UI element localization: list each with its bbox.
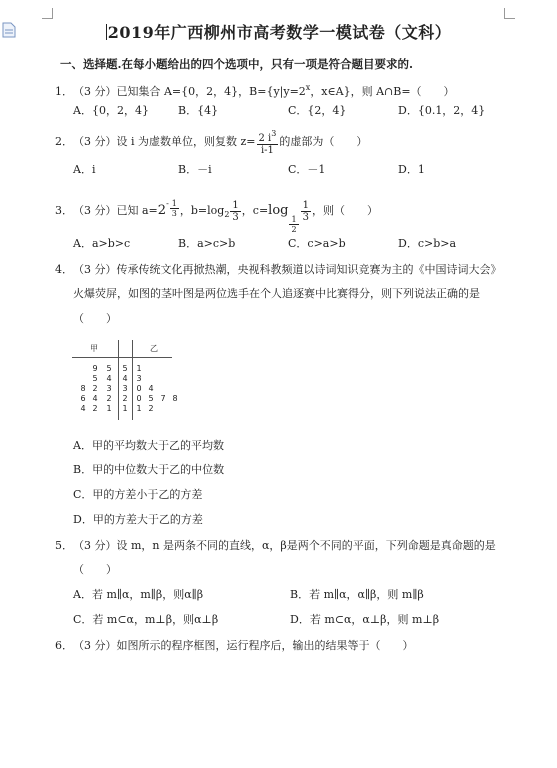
stem-leaf-right-stem: 0 [136, 384, 142, 393]
stem-leaf-stem: 3 [122, 384, 128, 393]
q4-option-b[interactable]: B．甲的中位数大于乙的中位数 [73, 463, 225, 476]
stem-leaf-row [72, 364, 182, 373]
stem-leaf-plot [72, 340, 182, 420]
q4-option-c[interactable]: C．甲的方差小于乙的方差 [73, 488, 203, 501]
question-4-line-2: 火爆荧屏，如图的茎叶图是两位选手在个人追逐赛中比赛得分，则下列说法正确的是 [73, 287, 480, 300]
question-5-line-2: （ ） [73, 563, 117, 576]
stem-leaf-stem: 5 [122, 364, 128, 373]
stem-leaf-stem: 2 [122, 394, 128, 403]
stem-leaf-left-leaf: 8 [80, 384, 86, 393]
question-1: 1．（3 分）已知集合 A={0，2，4}，$B=\{y|y=2^x$，x∈A}，则 A∩B=（ ） [55, 83, 455, 98]
q3-option-d[interactable]: D．c>b>a [398, 237, 457, 250]
stem-leaf-left-leaf: 4 [80, 404, 86, 413]
question-5: 5．（3 分）设 m，n 是两条不同的直线，α，β是两个不同的平面，下列命题是真命题的是 [55, 539, 496, 552]
stem-leaf-row [72, 394, 182, 403]
stem-leaf-right-header: 乙 [150, 344, 158, 353]
q3-option-a[interactable]: A．a>b>c [73, 237, 131, 250]
text-cursor [106, 24, 107, 40]
q2-option-a[interactable]: A．i [73, 163, 96, 176]
section-heading: 一、选择题.在每小题给出的四个选项中，只有一项是符合题目要求的. [60, 57, 414, 71]
stem-leaf-left-leaf: 6 [80, 394, 86, 403]
question-6: 6．（3 分）如图所示的程序框图，运行程序后，输出的结果等于（ ） [55, 639, 414, 652]
stem-leaf-left-leaf: 2 [92, 384, 98, 393]
stem-leaf-right-stem: 1 [136, 404, 142, 413]
stem-leaf-left-leaf: 4 [106, 374, 112, 383]
question-4: 4．（3 分）传承传统文化再掀热潮，央视科教频道以诗词知识竞赛为主的《中国诗词大会》 [55, 263, 502, 276]
q3-c-log-base: $\frac{1}{2}$ [291, 215, 297, 234]
stem-leaf-left-leaf: 9 [92, 364, 98, 373]
q2-option-d[interactable]: D．1 [398, 163, 425, 176]
q1-option-a[interactable]: A．{0，2，4} [73, 104, 149, 117]
stem-leaf-stem: 1 [122, 404, 128, 413]
q5-option-a[interactable]: A．若 m∥α，m∥β，则α∥β [73, 588, 204, 601]
stem-leaf-right-leaf: 2 [148, 404, 154, 413]
stem-leaf-row [72, 404, 182, 413]
stem-leaf-left-leaf: 4 [92, 394, 98, 403]
q5-option-c[interactable]: C．若 m⊂α，m⊥β，则α⊥β [73, 613, 219, 626]
q5-option-b[interactable]: B．若 m∥α，α∥β，则 m∥β [290, 588, 424, 601]
stem-leaf-row [72, 374, 182, 383]
q4-option-d[interactable]: D．甲的方差大于乙的方差 [73, 513, 203, 526]
stem-leaf-left-leaf: 2 [106, 394, 112, 403]
q1-option-c[interactable]: C．{2，4} [288, 104, 347, 117]
q4-option-a[interactable]: A．甲的平均数大于乙的平均数 [73, 439, 224, 452]
q1-option-d[interactable]: D．{0.1，2，4} [398, 104, 486, 117]
q2-fraction: $\frac{2 i^3}{i-1}$ [258, 129, 277, 156]
stem-leaf-left-leaf: 5 [92, 374, 98, 383]
stem-leaf-header-rule [72, 357, 172, 358]
q3-option-b[interactable]: B．a>c>b [178, 237, 236, 250]
stem-leaf-row [72, 384, 182, 393]
stem-leaf-right-leaf: 5 [148, 394, 154, 403]
stem-leaf-right-stem: 1 [136, 364, 142, 373]
question-2: 2．（3 分）设 i 为虚数单位，则复数 z= $\frac{2 i^3}{i-1}$ 的虚部为（ ） [55, 129, 368, 156]
stem-leaf-right-stem: 3 [136, 374, 142, 383]
question-3: 3．（3 分）已知 a=2- $\frac{1}{3}$ ，$b=\log_2$ $\frac{1}{3}$ ，c=log $\frac{1}{2}$ $\frac{1}{3}$ ，则（ ） [55, 199, 378, 234]
q5-option-d[interactable]: D．若 m⊂α，α⊥β，则 m⊥β [290, 613, 440, 626]
stem-leaf-right-leaf: 4 [148, 384, 154, 393]
stem-leaf-right-leaf: 7 [160, 394, 166, 403]
q2-option-c[interactable]: C．－1 [288, 163, 326, 176]
page-title: 2019年广西柳州市高考数学一模试卷（文科） [107, 23, 452, 42]
q3-c-fraction: $\frac{1}{3}$ [302, 199, 309, 223]
question-4-line-3: （ ） [73, 312, 117, 325]
stem-leaf-right-leaf: 8 [172, 394, 178, 403]
q3-option-c[interactable]: C．c>a>b [288, 237, 346, 250]
q2-option-b[interactable]: B．－i [178, 163, 212, 176]
stem-leaf-stem: 4 [122, 374, 128, 383]
q3-b-fraction: $\frac{1}{3}$ [232, 199, 239, 223]
stem-leaf-left-leaf: 3 [106, 384, 112, 393]
q3-a-exponent: $\frac{1}{3}$ [171, 199, 177, 218]
stem-leaf-left-leaf: 1 [106, 404, 112, 413]
margin-corner-top-right [504, 8, 515, 19]
stem-leaf-left-leaf: 2 [92, 404, 98, 413]
margin-corner-top-left [42, 8, 53, 19]
stem-leaf-left-leaf: 5 [106, 364, 112, 373]
stem-leaf-right-stem: 0 [136, 394, 142, 403]
stem-leaf-left-header: 甲 [90, 344, 98, 353]
q1-option-b[interactable]: B．{4} [178, 104, 219, 117]
